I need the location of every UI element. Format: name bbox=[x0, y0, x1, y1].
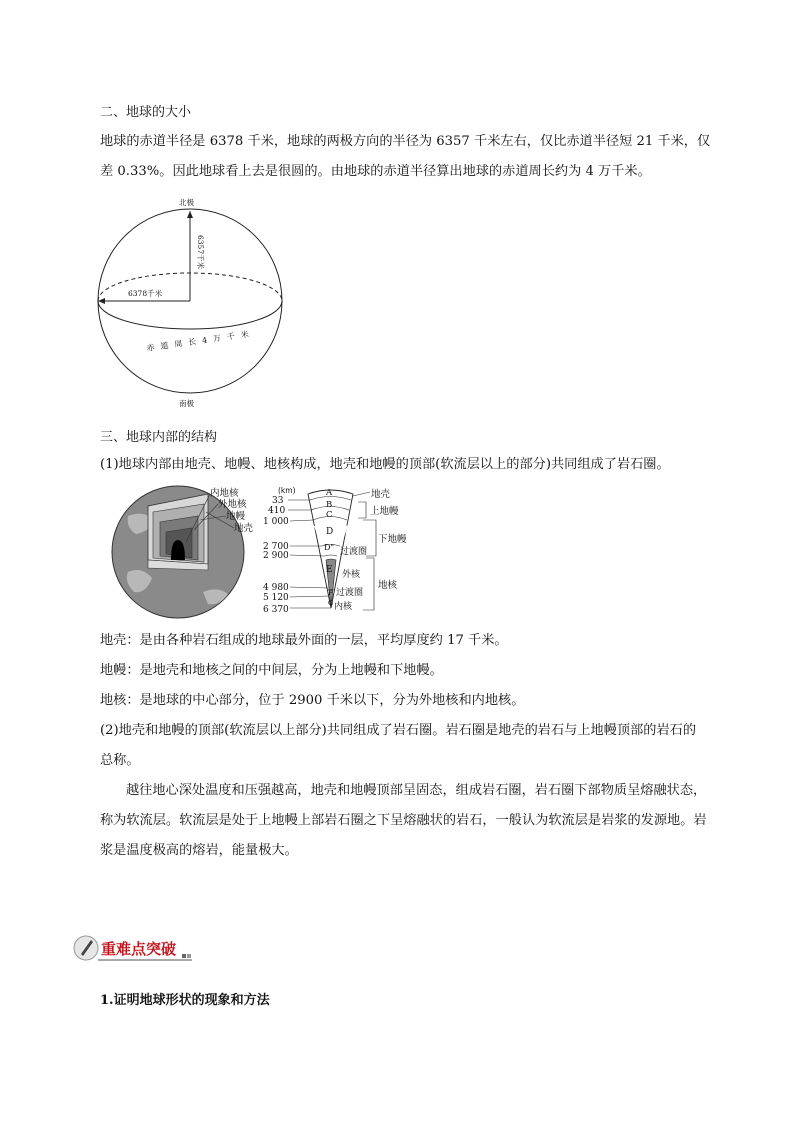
zone-label: C bbox=[326, 510, 333, 520]
right-label-transition: 过渡圈 bbox=[340, 547, 368, 557]
definition-crust: 地壳：是由各种岩石组成的地球最外面的一层，平均厚度约 17 千米。 bbox=[100, 633, 508, 648]
key-points-banner bbox=[72, 932, 197, 964]
zone-label: E bbox=[326, 565, 333, 575]
list-item: (1)地球内部由地壳、地幔、地核构成，地壳和地幔的顶部(软流层以上的部分)共同组成了岩石圈。 bbox=[100, 457, 670, 472]
paragraph-line: 差 0.33%。因此地球看上去是很圆的。由地球的赤道半径算出地球的赤道周长约为 4 万千米。 bbox=[100, 164, 651, 179]
right-label-transition: 过渡圈 bbox=[336, 588, 364, 598]
banner-label: 重难点突破 bbox=[101, 940, 177, 958]
circumference-label: 赤道周长4万千米 bbox=[146, 328, 256, 353]
depth-label: 1 000 bbox=[263, 517, 289, 527]
right-label-crust: 地壳 bbox=[371, 489, 391, 500]
equator-radius-label: 6378千米 bbox=[128, 289, 163, 298]
subheading: 1.证明地球形状的现象和方法 bbox=[100, 993, 270, 1008]
list-item-cont: 总称。 bbox=[100, 753, 140, 768]
list-item: (2)地壳和地幔的顶部(软流层以上部分)共同组成了岩石圈。岩石圈是地壳的岩石与上地幔顶部的岩石的 bbox=[100, 723, 697, 738]
section-heading: 二、地球的大小 bbox=[100, 105, 192, 120]
zone-label: D" bbox=[324, 543, 335, 552]
earth-size-diagram bbox=[95, 193, 295, 408]
definitions bbox=[100, 626, 730, 866]
right-label-outer-core: 外核 bbox=[342, 570, 361, 580]
paragraph-line: 浆是温度极高的熔岩，能量极大。 bbox=[100, 843, 298, 858]
right-label-inner-core: 内核 bbox=[334, 602, 353, 612]
paragraph-line: 地球的赤道半径是 6378 千米，地球的两极方向的半径为 6357 千米左右，仅比赤道半径短 21 千米，仅 bbox=[100, 134, 711, 149]
depth-label: 4 980 bbox=[263, 583, 289, 593]
north-pole-label: 北极 bbox=[179, 198, 194, 207]
unit-label: (km) bbox=[278, 486, 296, 495]
definition-core: 地核：是地球的中心部分，位于 2900 千米以下，分为外地核和内地核。 bbox=[100, 693, 525, 708]
depth-label: 2 700 bbox=[263, 542, 289, 552]
polar-radius-label: 6357千米 bbox=[196, 235, 205, 270]
depth-label: 33 bbox=[272, 496, 284, 506]
paragraph bbox=[100, 127, 730, 187]
section-heading: 三、地球内部的结构 bbox=[100, 430, 218, 445]
depth-label: 5 120 bbox=[263, 593, 289, 603]
depth-label: 2 900 bbox=[263, 551, 289, 561]
depth-label: 410 bbox=[268, 506, 286, 516]
right-label-upper-mantle: 上地幔 bbox=[370, 506, 399, 517]
depth-label: 6 370 bbox=[263, 605, 289, 615]
definition-mantle: 地幔：是地壳和地核之间的中间层，分为上地幔和下地幔。 bbox=[100, 663, 443, 678]
zone-label: A bbox=[326, 488, 333, 498]
zone-label: B bbox=[326, 500, 333, 510]
crust-label: 地壳 bbox=[234, 523, 254, 534]
paragraph-line: 越往地心深处温度和压强越高，地壳和地幔顶部呈固态，组成岩石圈，岩石圈下部物质呈熔融状态， bbox=[126, 783, 707, 798]
outer-core-label: 外地核 bbox=[218, 499, 247, 510]
zone-label: D bbox=[326, 527, 334, 537]
right-label-core: 地核 bbox=[378, 580, 398, 591]
right-label-lower-mantle: 下地幔 bbox=[378, 534, 407, 545]
zone-label: G bbox=[328, 599, 334, 607]
mantle-label: 地幔 bbox=[226, 511, 246, 522]
inner-core-label: 内地核 bbox=[210, 488, 239, 499]
south-pole-label: 南极 bbox=[179, 399, 194, 408]
paragraph-line: 称为软流层。软流层是处于上地幔上部岩石圈之下呈熔融状的岩石，一般认为软流层是岩浆的发源地。岩 bbox=[100, 813, 707, 828]
zone-label: F bbox=[328, 589, 333, 597]
earth-interior-diagram bbox=[108, 482, 433, 622]
